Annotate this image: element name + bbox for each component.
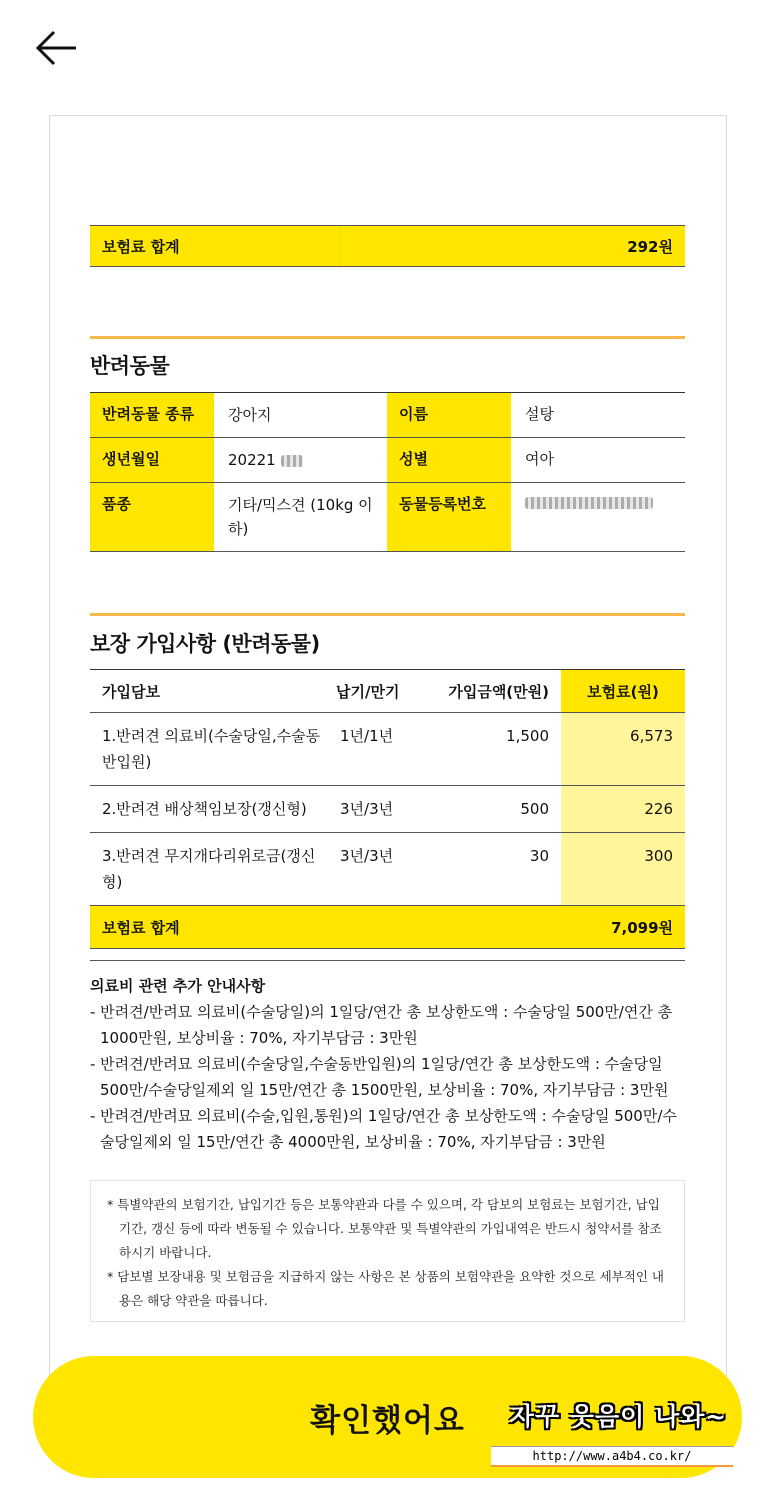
- watermark-url: http://www.a4b4.co.kr/: [491, 1446, 733, 1467]
- fine-print-item: * 담보별 보장내용 및 보험금을 지급하지 않는 사항은 본 상품의 보험약관을 요약한 것으로 세부적인 내용은 해당 약관을 따릅니다.: [107, 1269, 664, 1308]
- header-coverage: 가입담보: [102, 682, 160, 701]
- coverage-name: 3.반려견 무지개다리위로금(갱신형): [102, 847, 316, 891]
- coverage-term: 1년/1년: [340, 727, 394, 745]
- pet-section-title: 반려동물: [90, 354, 170, 378]
- coverage-premium: 300: [561, 833, 685, 905]
- pet-name-value: 설탕: [525, 405, 554, 423]
- pet-info-table: [90, 392, 685, 552]
- coverage-table: [90, 669, 685, 949]
- coverage-total-value: 7,099원: [611, 918, 673, 937]
- pet-sex-value: 여아: [525, 450, 554, 468]
- header-term: 납기/만기: [336, 682, 400, 701]
- pet-info-row: [90, 438, 685, 483]
- coverage-name: 2.반려견 배상책임보장(갱신형): [102, 800, 307, 818]
- pet-registration-label: 동물등록번호: [387, 483, 511, 551]
- fine-print-box: [90, 1180, 685, 1322]
- notes-title: 의료비 관련 추가 안내사항: [90, 977, 266, 995]
- table-row: [90, 833, 685, 906]
- pet-sex-label: 성별: [387, 438, 511, 482]
- section-divider: [90, 613, 685, 616]
- pet-birthdate-value: 20221: [228, 451, 276, 469]
- back-arrow-icon[interactable]: [34, 28, 80, 68]
- coverage-section-title: 보장 가입사항 (반려동물): [90, 632, 320, 656]
- medical-notes: [90, 960, 685, 1155]
- pet-birthdate-label: 생년월일: [90, 438, 214, 482]
- table-row: [90, 713, 685, 786]
- coverage-term: 3년/3년: [340, 800, 394, 818]
- premium-summary-row: [90, 225, 685, 267]
- pet-type-value: 강아지: [228, 406, 272, 424]
- header-premium: 보험료(원): [561, 670, 685, 712]
- pet-type-label: 반려동물 종류: [90, 393, 214, 437]
- coverage-total-label: 보험료 합계: [102, 918, 180, 937]
- note-item: - 반려견/반려묘 의료비(수술,입원,통원)의 1일당/연간 총 보상한도액 : 수술당일 500만/수술당일제외 일 15만/연간 총 4000만원, 보상비율 : 70%, 자기부담금 : 3만원: [90, 1107, 677, 1151]
- coverage-amount: 500: [520, 800, 549, 818]
- coverage-premium: 226: [561, 786, 685, 832]
- redacted-registration-number: [525, 497, 653, 509]
- note-item: - 반려견/반려묘 의료비(수술당일,수술동반입원)의 1일당/연간 총 보상한도액 : 수술당일 500만/수술당일제외 일 15만/연간 총 1500만원, 보상비율 : 70%, 자기부담금 : 3만원: [90, 1055, 669, 1099]
- coverage-term: 3년/3년: [340, 847, 394, 865]
- premium-summary-label: 보험료 합계: [102, 237, 180, 256]
- coverage-name: 1.반려견 의료비(수술당일,수술동반입원): [102, 727, 321, 771]
- note-item: - 반려견/반려묘 의료비(수술당일)의 1일당/연간 총 보상한도액 : 수술당일 500만/연간 총 1000만원, 보상비율 : 70%, 자기부담금 : 3만원: [90, 1003, 673, 1047]
- fine-print-item: * 특별약관의 보험기간, 납입기간 등은 보통약관과 다를 수 있으며, 각 담보의 보험료는 보험기간, 납입기간, 갱신 등에 따라 변동될 수 있습니다. 보통약관 및 특별약관의 가입내역은 반드시 청약서를 참조하시기 바랍니다.: [107, 1197, 662, 1260]
- coverage-table-header: [90, 670, 685, 713]
- pet-info-row: [90, 393, 685, 438]
- coverage-amount: 1,500: [506, 727, 549, 745]
- header-amount: 가입금액(만원): [448, 682, 549, 701]
- watermark-caption: 자꾸 웃음이 나와~: [509, 1402, 728, 1431]
- confirm-button-label: 확인했어요: [310, 1402, 465, 1439]
- pet-breed-value: 기타/믹스견 (10kg 이하): [228, 496, 373, 538]
- premium-summary-value: 292원: [627, 237, 673, 256]
- table-row: [90, 786, 685, 833]
- redacted-birthdate: [281, 455, 303, 467]
- section-divider: [90, 336, 685, 339]
- pet-name-label: 이름: [387, 393, 511, 437]
- coverage-amount: 30: [529, 847, 549, 865]
- pet-breed-label: 품종: [90, 483, 214, 551]
- pet-info-row: [90, 483, 685, 552]
- coverage-total-row: [90, 906, 685, 949]
- coverage-premium: 6,573: [561, 713, 685, 785]
